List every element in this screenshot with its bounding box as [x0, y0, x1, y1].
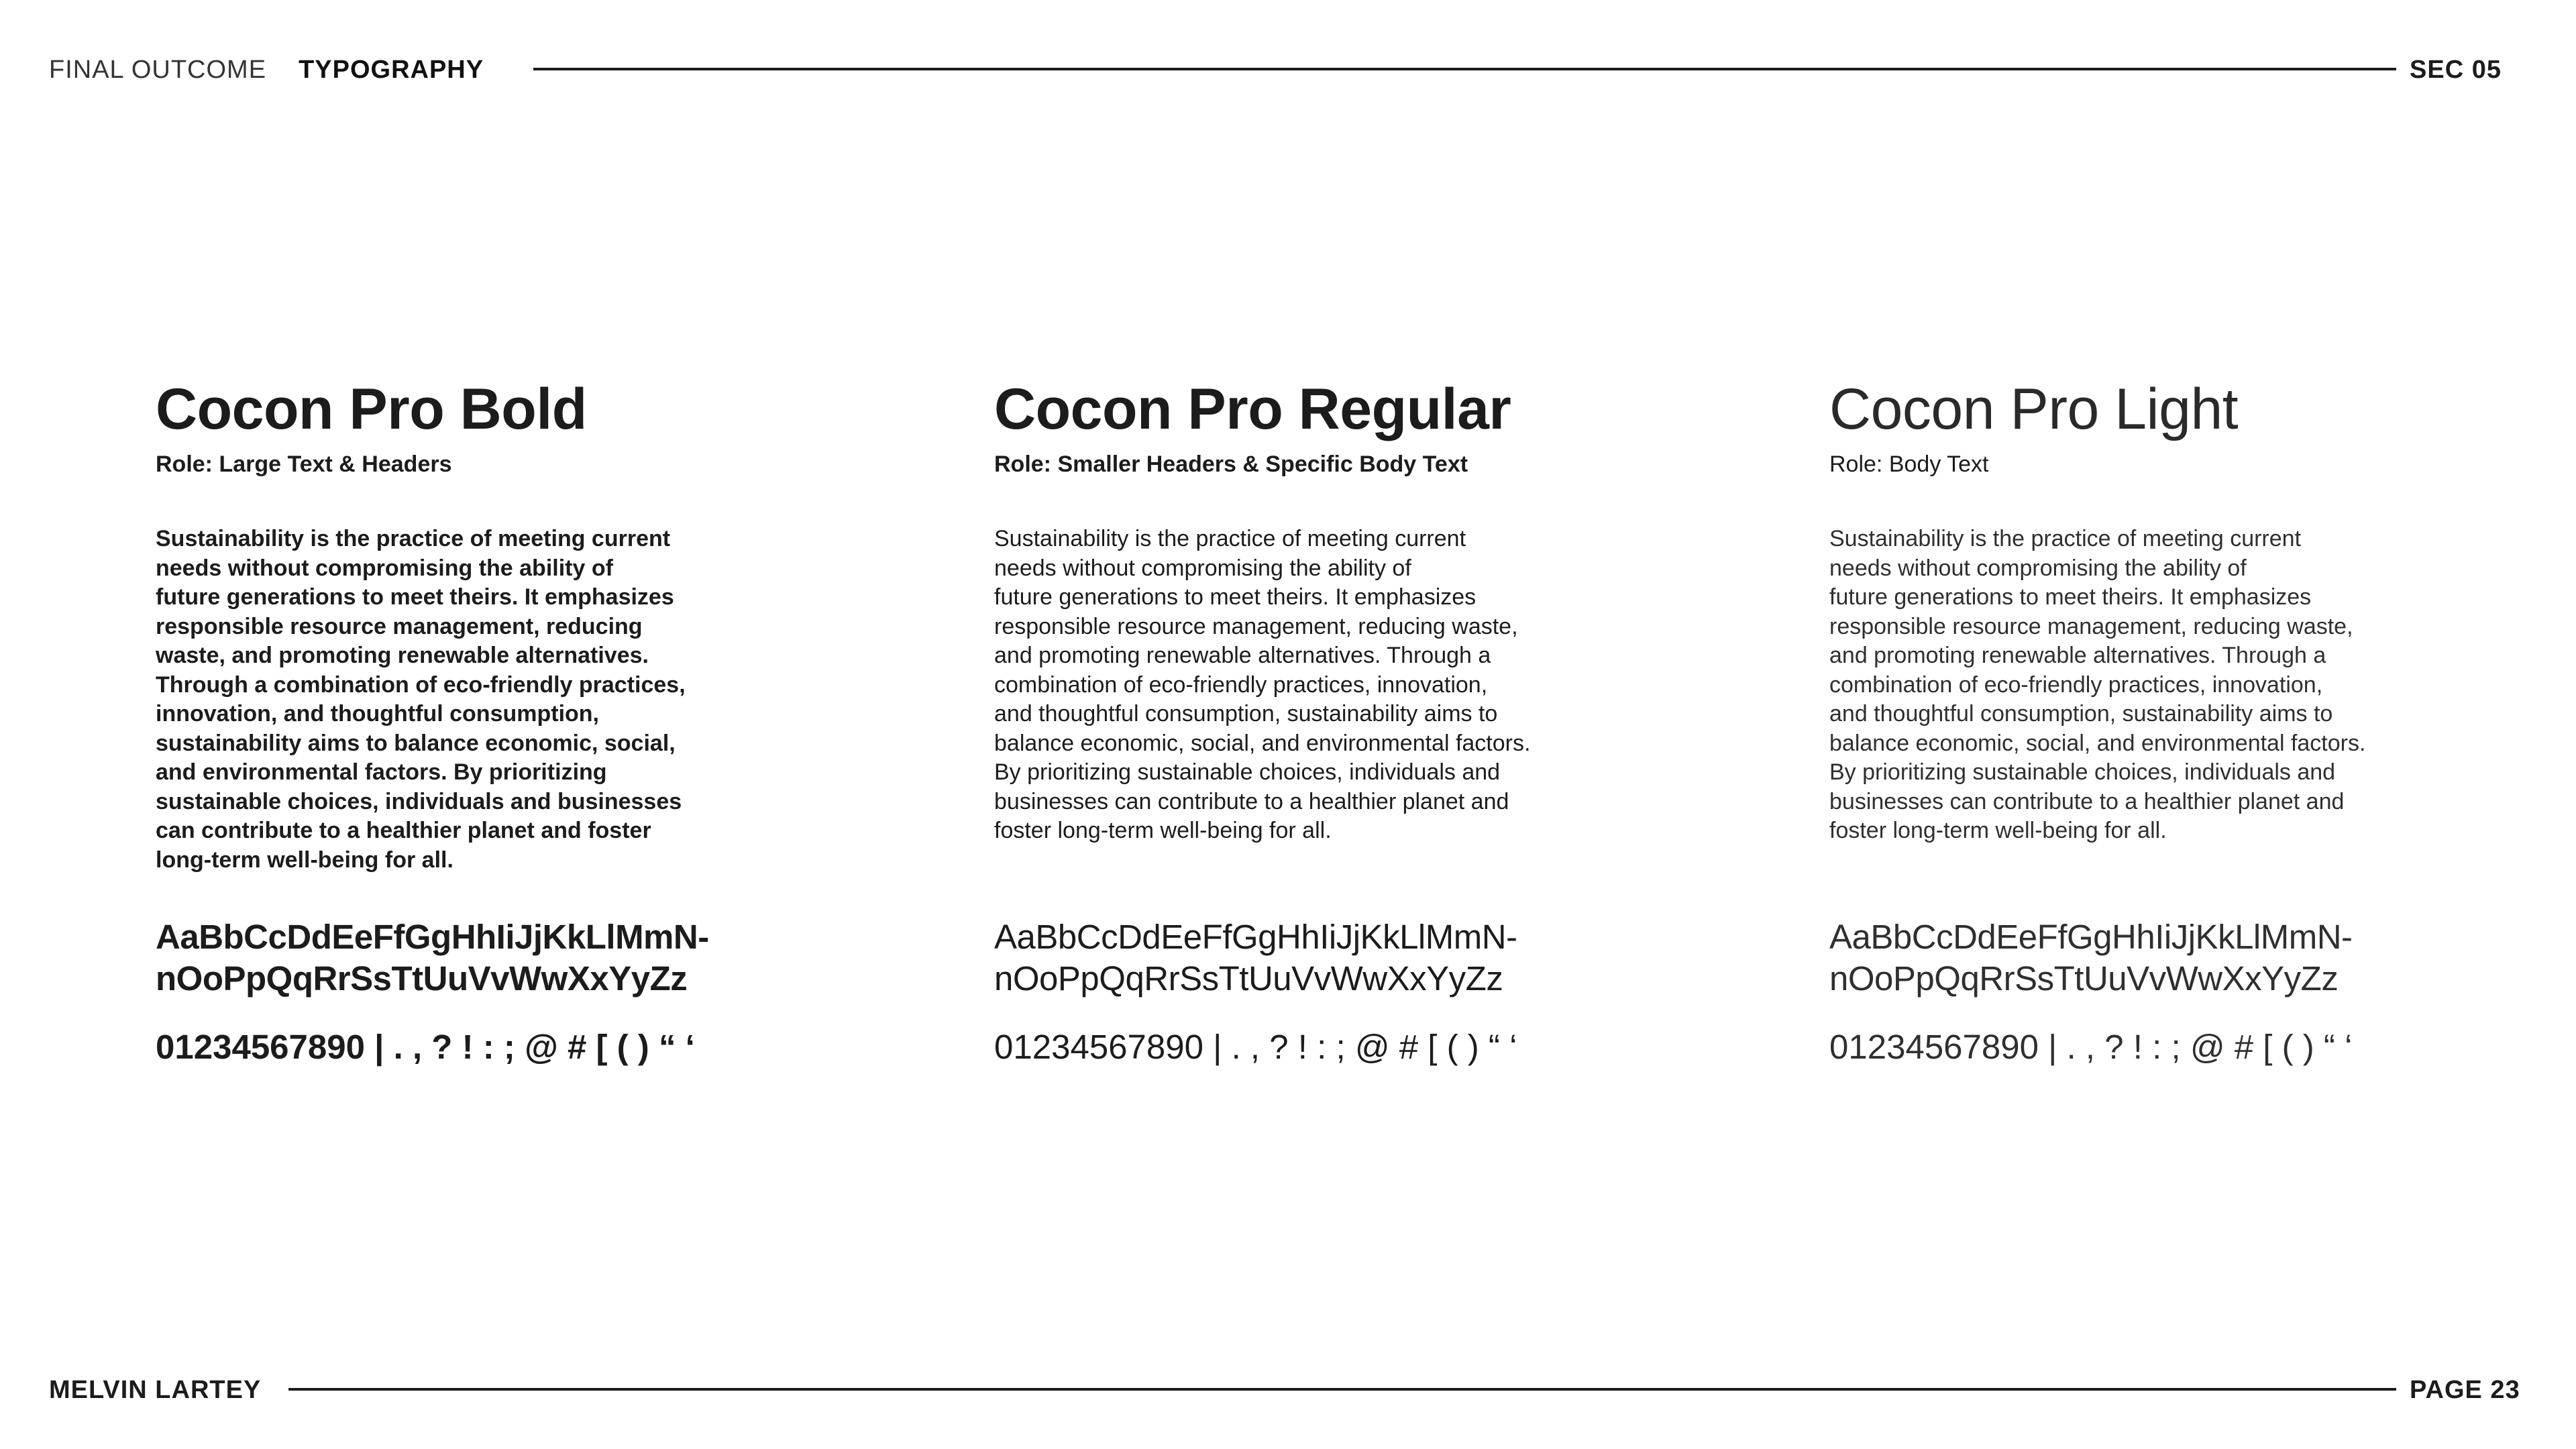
paragraph-line: balance economic, social, and environmental factors. — [1829, 730, 2366, 756]
numerals-sample: 01234567890 | . , ? ! : ; @ # [ ( ) “ ‘ — [994, 1027, 1517, 1066]
sample-paragraph — [156, 525, 773, 875]
footer-divider — [288, 1388, 2396, 1391]
alphabet-line: nOoPpQqRrSsTtUuVvWwXxYyZz — [994, 959, 1503, 998]
paragraph-line: innovation, and thoughtful consumption, — [156, 701, 600, 727]
font-role: Role: Large Text & Headers — [156, 451, 452, 477]
paragraph-line: and thoughtful consumption, sustainability aims to — [1829, 701, 2333, 727]
numerals-sample: 01234567890 | . , ? ! : ; @ # [ ( ) “ ‘ — [1829, 1027, 2353, 1066]
paragraph-line: foster long-term well-being for all. — [994, 818, 1332, 843]
paragraph-line: long-term well-being for all. — [156, 847, 453, 873]
header-divider — [533, 68, 2396, 70]
paragraph-line: responsible resource management, reducing waste, — [994, 613, 1518, 639]
author-name: MELVIN LARTEY — [49, 1375, 262, 1404]
alphabet-sample — [156, 916, 773, 1000]
paragraph-line: and promoting renewable alternatives. Through a — [1829, 643, 2326, 668]
paragraph-line: responsible resource management, reducing — [156, 613, 643, 639]
paragraph-line: Sustainability is the practice of meeting current — [156, 526, 671, 551]
section-number: SEC 05 — [2410, 55, 2502, 84]
font-role: Role: Smaller Headers & Specific Body Text — [994, 451, 1468, 477]
paragraph-line: balance economic, social, and environmental factors. — [994, 730, 1531, 756]
paragraph-line: By prioritizing sustainable choices, individuals and — [994, 759, 1501, 785]
paragraph-line: combination of eco-friendly practices, innovation, — [994, 672, 1488, 698]
sample-paragraph — [994, 525, 1611, 846]
paragraph-line: Through a combination of eco-friendly practices, — [156, 672, 686, 698]
alphabet-line: nOoPpQqRrSsTtUuVvWwXxYyZz — [156, 959, 688, 998]
paragraph-line: sustainability aims to balance economic, social, — [156, 730, 676, 756]
paragraph-line: needs without compromising the ability of — [994, 555, 1411, 581]
alphabet-sample — [994, 916, 1611, 1000]
sample-paragraph — [1829, 525, 2447, 846]
font-specimen-regular — [994, 376, 1611, 1068]
paragraph-line: responsible resource management, reducing waste, — [1829, 613, 2353, 639]
paragraph-line: future generations to meet theirs. It emphasizes — [994, 584, 1477, 610]
page-number: PAGE 23 — [2410, 1375, 2520, 1404]
font-name: Cocon Pro Regular — [994, 377, 1511, 441]
paragraph-line: sustainable choices, individuals and businesses — [156, 788, 682, 814]
paragraph-line: and promoting renewable alternatives. Through a — [994, 643, 1491, 668]
paragraph-line: combination of eco-friendly practices, innovation, — [1829, 672, 2323, 698]
alphabet-line: AaBbCcDdEeFfGgHhIiJjKkLlMmN- — [1829, 917, 2353, 956]
alphabet-line: nOoPpQqRrSsTtUuVvWwXxYyZz — [1829, 959, 2339, 998]
header-breadcrumb — [49, 54, 484, 86]
paragraph-line: businesses can contribute to a healthier planet and — [1829, 788, 2345, 814]
alphabet-line: AaBbCcDdEeFfGgHhIiJjKkLlMmN- — [156, 918, 709, 956]
paragraph-line: and thoughtful consumption, sustainability aims to — [994, 701, 1498, 727]
font-name: Cocon Pro Bold — [156, 377, 587, 441]
paragraph-line: foster long-term well-being for all. — [1829, 818, 2167, 843]
section-label: FINAL OUTCOME — [49, 55, 267, 84]
paragraph-line: can contribute to a healthier planet and foster — [156, 818, 651, 843]
paragraph-line: waste, and promoting renewable alternatives. — [156, 643, 649, 668]
font-specimen-light — [1829, 376, 2447, 1068]
paragraph-line: and environmental factors. By prioritizing — [156, 759, 607, 785]
paragraph-line: needs without compromising the ability of — [156, 555, 613, 581]
paragraph-line: needs without compromising the ability of — [1829, 555, 2247, 581]
paragraph-line: Sustainability is the practice of meeting current — [1829, 526, 2302, 551]
paragraph-line: future generations to meet theirs. It emphasizes — [156, 584, 674, 610]
font-role: Role: Body Text — [1829, 451, 1989, 477]
section-title: TYPOGRAPHY — [299, 55, 484, 84]
paragraph-line: Sustainability is the practice of meeting current — [994, 526, 1466, 551]
paragraph-line: businesses can contribute to a healthier planet and — [994, 788, 1509, 814]
alphabet-line: AaBbCcDdEeFfGgHhIiJjKkLlMmN- — [994, 917, 1517, 956]
font-specimen-bold — [156, 376, 773, 1068]
numerals-sample: 01234567890 | . , ? ! : ; @ # [ ( ) “ ‘ — [156, 1028, 695, 1066]
alphabet-sample — [1829, 916, 2447, 1000]
paragraph-line: By prioritizing sustainable choices, individuals and — [1829, 759, 2336, 785]
paragraph-line: future generations to meet theirs. It emphasizes — [1829, 584, 2312, 610]
font-name: Cocon Pro Light — [1829, 377, 2239, 441]
